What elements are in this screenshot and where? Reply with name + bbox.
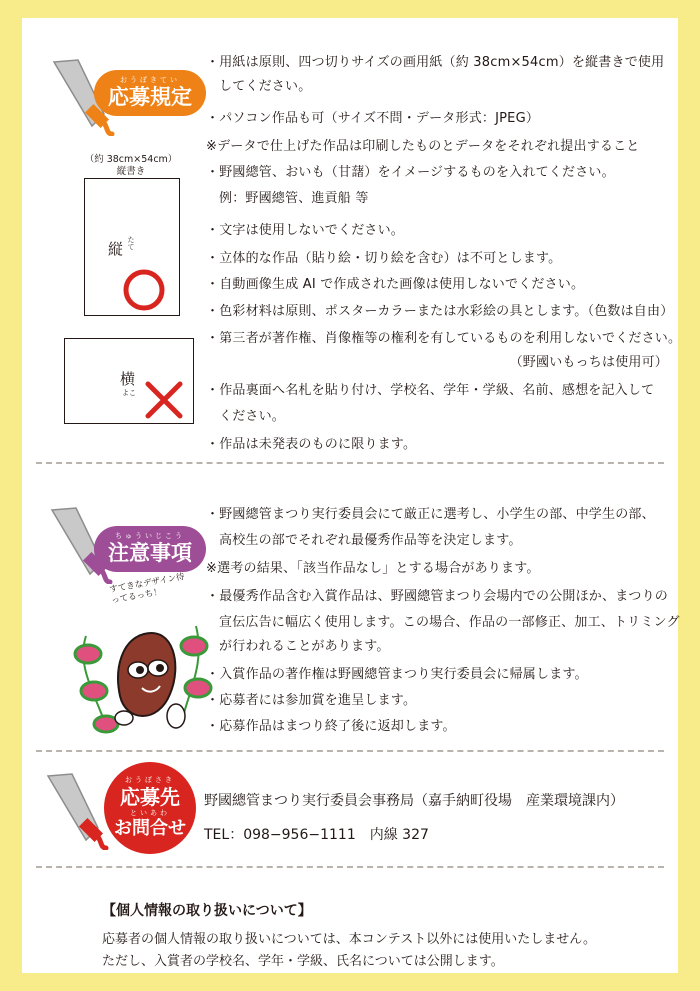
rules-line: 例：野國總管、進貢船 等 bbox=[219, 191, 369, 206]
notes-line: ・応募作品はまつり終了後に返却します。 bbox=[206, 719, 456, 734]
contact-label-furigana-2: といあわ bbox=[130, 809, 170, 818]
contact-org: 野國總管まつり実行委員会事務局（嘉手納町役場 産業環境課内） bbox=[204, 793, 624, 809]
notes-line: ・最優秀作品含む入賞作品は、野國總管まつり会場内での公開ほか、まつりの bbox=[206, 589, 669, 604]
privacy-line: 応募者の個人情報の取り扱いについては、本コンテスト以外には使用いたしません。 bbox=[102, 932, 597, 947]
rules-line: ・文字は使用しないでください。 bbox=[206, 223, 405, 238]
portrait-furigana: たて bbox=[127, 236, 135, 250]
rules-line: ・用紙は原則、四つ切りサイズの画用紙（約 38cm×54cm）を縦書きで使用 bbox=[206, 55, 665, 70]
rules-line: ください。 bbox=[219, 409, 286, 424]
notes-label bbox=[94, 526, 206, 572]
contact-label bbox=[104, 762, 196, 854]
rules-line: ・色彩材料は原則、ポスターカラーまたは水彩絵の具とします。（色数は自由） bbox=[206, 304, 674, 319]
notes-label-text: 注意事項 bbox=[108, 540, 192, 565]
rules-line: ・立体的な作品（貼り絵・切り絵を含む）は不可とします。 bbox=[206, 251, 562, 266]
landscape-label: 横 bbox=[120, 370, 136, 388]
rules-text bbox=[206, 18, 682, 458]
rules-line: ・作品は未発表のものに限ります。 bbox=[206, 437, 417, 452]
rules-line: ・作品裏面へ名札を貼り付け、学校名、学年・学級、名前、感想を記入して bbox=[206, 383, 655, 398]
diagram-size-caption: （約 38cm×54cm） bbox=[84, 154, 178, 165]
divider bbox=[36, 866, 664, 868]
notes-section bbox=[22, 474, 678, 744]
rules-section bbox=[22, 18, 682, 458]
portrait-label: 縦 bbox=[108, 240, 124, 258]
notes-line: ・野國總管まつり実行委員会にて厳正に選考し、小学生の部、中学生の部、 bbox=[206, 507, 655, 522]
privacy-line: ただし、入賞者の学校名、学年・学級、氏名については公開します。 bbox=[102, 954, 504, 969]
notes-line: 宣伝広告に幅広く使用します。この場合、作品の一部修正、加工、トリミング bbox=[219, 615, 680, 630]
notes-line: ※選考の結果、「該当作品なし」とする場合があります。 bbox=[206, 561, 540, 576]
divider bbox=[36, 750, 664, 752]
notes-line: ・応募者には参加賞を進呈します。 bbox=[206, 693, 417, 708]
contact-label-line1: 応募先 bbox=[120, 785, 180, 810]
notes-line: 高校生の部でそれぞれ最優秀作品等を決定します。 bbox=[219, 533, 522, 548]
landscape-furigana: よこ bbox=[122, 389, 136, 397]
mascot-speech: すてきなデザイン待ってるっち！ bbox=[108, 572, 186, 606]
rules-line: （野國いもっちは使用可） bbox=[509, 355, 668, 370]
contact-tel: TEL：098−956−1111 内線 327 bbox=[204, 827, 429, 843]
notes-line: が行われることがあります。 bbox=[219, 639, 390, 654]
contact-label-line2: お問合せ bbox=[114, 817, 186, 839]
rules-line: ・自動画像生成 AI で作成された画像は使用しないでください。 bbox=[206, 277, 585, 292]
rules-label-furigana: おうぼきてい bbox=[120, 76, 180, 85]
rules-line: ・第三者が著作権、肖像権等の権利を有しているものを利用しないでください。 bbox=[206, 331, 682, 346]
rules-label bbox=[94, 70, 206, 116]
page bbox=[22, 18, 682, 973]
privacy-section bbox=[22, 870, 678, 970]
cross-ng-icon bbox=[142, 378, 186, 422]
notes-line: ・入賞作品の著作権は野國總管まつり実行委員会に帰属します。 bbox=[206, 667, 588, 682]
rules-line: ・パソコン作品も可（サイズ不問・データ形式：JPEG） bbox=[206, 111, 540, 126]
rules-line: ※データで仕上げた作品は印刷したものとデータをそれぞれ提出すること bbox=[206, 139, 640, 154]
diagram-portrait-caption: 縦書き bbox=[116, 166, 146, 177]
notes-label-furigana: ちゅういじこう bbox=[115, 532, 185, 541]
rules-line: してください。 bbox=[219, 79, 312, 94]
divider bbox=[36, 462, 664, 464]
contact-section bbox=[22, 754, 678, 864]
paint-tube-icon bbox=[40, 770, 110, 850]
rules-line: ・野國總管、おいも（甘藷）をイメージするものを入れてください。 bbox=[206, 165, 615, 180]
contact-label-furigana: おうぼさき bbox=[125, 776, 175, 785]
privacy-title: 【個人情報の取り扱いについて】 bbox=[102, 903, 312, 919]
rules-label-text: 応募規定 bbox=[108, 84, 192, 109]
circle-ok-icon bbox=[122, 268, 166, 312]
notes-text bbox=[206, 474, 680, 744]
